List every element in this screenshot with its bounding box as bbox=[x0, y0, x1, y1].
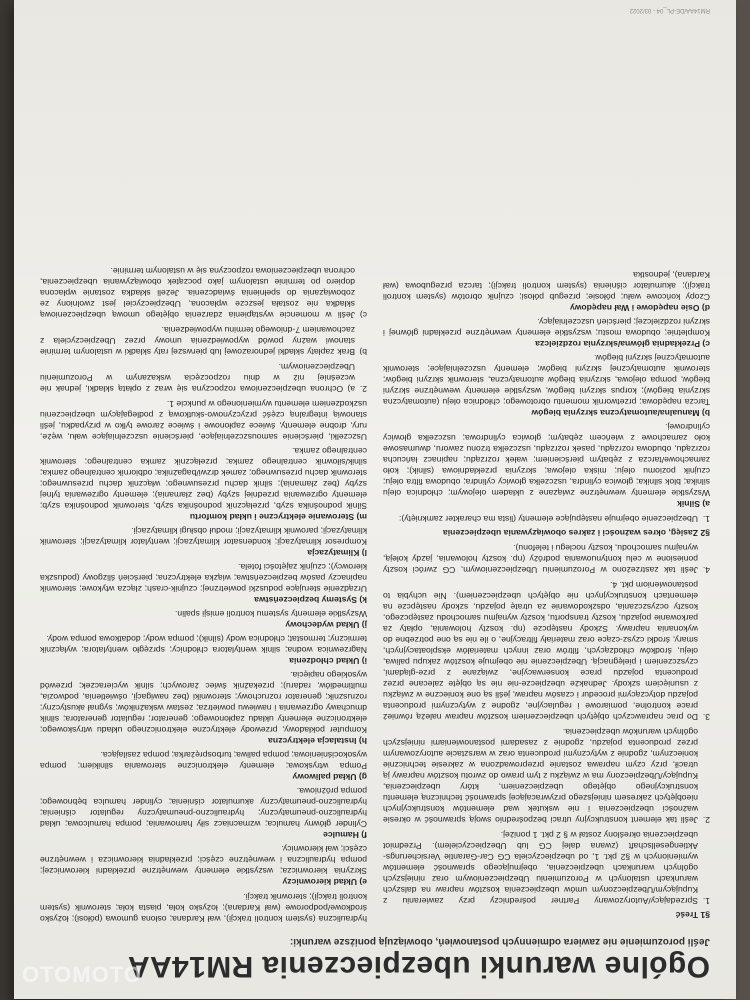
subsection-text: Nagrzewnica wodna; silnik wentylatora chłodnicy; sprzęgło wentylatora; wyłącznik termiczny; termostat; chłodnica wody (silnik); pompa wody; dodatkowa pompa wody. bbox=[40, 634, 367, 655]
footer-note: RM14AA/DE-PL_04 - 03/2022 bbox=[629, 7, 710, 13]
numbered-paragraph bbox=[383, 513, 710, 524]
paragraph-text: Jeśli w momencie wystąpienia zdarzenia objętego umową ubezpieczeniową składka nie została jeszcze wpłacona, Ubezpieczyciel jest zwolniony ze zobowiązania do spełnienia świadczenia. Jeżeli składka zostanie wpłacona dopiero po terminie ustalonym jako początek obowiązywania ubezpieczenia, ochrona ubezpieczeniowa rozpoczyna się w ustalonym terminie. bbox=[40, 266, 355, 320]
subsection-heading: g) Układ paliwowy bbox=[292, 772, 367, 782]
subsection-text: Cylinder główny hamulca; wzmacniacz siły hamowania; pompa hamulcowa; układ hydrauliczno-pneumatyczny; hydrauliczno-pneumatyczny regulator ciśnienia; hydrauliczno-pneumatyczny akumulator ciśnienia; cylinder hamulca bębnowego; pompa próżniowa. bbox=[40, 786, 367, 829]
paragraph-number: 1. bbox=[702, 514, 710, 524]
subsection-heading: l) Klimatyzacja bbox=[307, 548, 367, 558]
subsection bbox=[40, 843, 367, 887]
section-heading: §2 Zasięg, okres ważności i zakres obowiązywania ubezpieczenia bbox=[443, 528, 710, 538]
subsection-heading: e) Układ kierowniczy bbox=[282, 877, 367, 887]
watermark-text: OTOMOTO bbox=[22, 962, 142, 987]
subsection bbox=[40, 525, 367, 558]
paragraph-text: Jeśli tak element konstrukcyjny utraci bezpośrednio swoją sprawność w okresie ważności ubezpieczenia i nie wskutek wad elementów konstrukcyjnych nieobjętych zakresem niniejszego przywracającej sprawność techniczną elementu konstrukcyjnego objętego ubezpieczeniem, który ubezpieczenia, Kupujący/Ubezpieczony ma w związku z tym prawo do zwrotu kosztów naprawy ją utracił, przy czym naprawa zostanie przeprowadzona w zakresie technicznie koniecznym, zgodnie z wytycznymi producenta oraz w warsztacie autoryzowanym przez producenta pojazdu, zgodnie z zasadami postanowieniami niniejszych ogólnych warunków ubezpieczenia. bbox=[383, 727, 698, 825]
paragraph-text: Do prac naprawczych objętych ubezpieczeniem kosztów napraw należą również prace kontrolne, pomiarowe i regulacyjne, zgodne z wytycznymi producenta pojazdu dotyczącymi procedur i czasów napraw, jeśli są one konieczne w związku z usunięciem szkody. Jednakże ubezpiecze-nie nie są objęte zalecane przez producenta pojazdu prace konserwacyjne, związane z prze-glądami, czyszczeniem i pielęgnacją. Ubezpieczenie nie obejmuje kosztów zakupu paliwa, oleju, środków chłodzących, filtrów oraz innych materiałów eksploatacyjnych, smary, środki czysz-czące oraz materiały filtracyjne, o ile nie są one potrzebne do wykonania naprawy. Szkody następcze (np. koszty holowania, opłaty za parkowanie pojazdu, koszty transportu, koszty wynajmu samochodu zastępczego, koszty oczyszczania, odszkodowanie za utratę pojazdu, szkody następcze na elementach konstrukcyjnych nie objętych ubezpieczeniem). Nie uchybia to postanowieniom pkt. 4. bbox=[383, 580, 698, 722]
subsection bbox=[383, 316, 710, 349]
subsection bbox=[40, 561, 367, 605]
paragraph-number: 4. bbox=[702, 565, 710, 575]
subsection-text: Silnik podnośnika szyb, przełącznik podnośnika szyb, sterownik podnośnika szyb; elementy ogrzewania przedniej szyby (bez złamania); elementy ogrzewania tylnej szyby (bez złamania); silnik dachu przesuwnego; włącznik dachu przesuwnego; sterownik dachu przesuwnego; zamek drzwi/bagażnika; odbiornik centralnego zamka; silnik/siłownik centralnego zamka; przełącznik zamka centralnego; sterownik centralnego zamka. bbox=[40, 446, 367, 511]
section-heading: §1 Treść bbox=[675, 910, 710, 920]
numbered-paragraph bbox=[40, 324, 367, 357]
paragraph-number: 1. bbox=[702, 896, 710, 906]
subsection-heading: a) Silnik bbox=[677, 499, 710, 509]
numbered-paragraph bbox=[40, 265, 367, 320]
subsection-heading: d) Osie napędowe i Wał napędowy bbox=[569, 303, 710, 313]
paragraph-number: 2. bbox=[359, 384, 367, 394]
numbered-paragraph bbox=[383, 542, 710, 575]
subsection bbox=[40, 669, 367, 746]
subsection bbox=[383, 421, 710, 509]
document-sheet bbox=[14, 0, 736, 999]
subsection-text: Czopy końcowe wału; półosie; przegub półosi; czujnik obrotów (system kontroli trakcji); akumulator ciśnienia (system kontroli trakcji); tarcza przegubowa (wał Kardana), jednostka bbox=[383, 270, 710, 302]
subsection-heading: m) Sterowanie elektryczne i układ komfortu bbox=[189, 512, 367, 522]
paragraph: hydrauliczna (system kontroli trakcji), wał Kardana; osłona gumowa (półosi); łożysko środkowe/podporowe (wał Kardana); łożysko koła, piasta koła; sterownik (system kontroli trakcji); sterownik trakcji. bbox=[40, 892, 367, 924]
paragraph-text: Jeśli tak zastrzeżono w Porozumieniu Ubezpieczeniowym, CG zwróci koszty poniesione w celu kontynuowania podróży (np. koszty holowania, jazdy koleją, wynajmu samochodu, koszty noclegu i telefonu). bbox=[383, 543, 698, 575]
numbered-paragraph bbox=[383, 726, 710, 825]
subsection-text: Skrzynia kierownicza; wszystkie elementy wewnętrzne przekładni kierowniczej; pompa hydrauliczna i wewnętrzne części; przekładnia kierownicza i wewnętrzne części; wał kierownicy. bbox=[40, 844, 367, 876]
document-subtitle: Jeśli porozumienie nie zawiera odmiennych postanowień, obowiązują poniższe warunki: bbox=[289, 936, 710, 947]
subsection-text: Urządzenie sterujące poduszki powietrznej; czujnik-crash; złącza wtykowe; sterownik napinaczy pasów bezpieczeństwa; wiązka elektryczna; pierścień ślizgowy (poduszka kierowcy); czujnik zajętości fotela. bbox=[40, 562, 367, 594]
paragraph-number: b) bbox=[359, 347, 367, 357]
text-columns bbox=[40, 261, 710, 924]
subsection-heading: b) Manualna/automatyczna skrzynia biegów bbox=[531, 408, 710, 418]
subsection bbox=[383, 269, 710, 313]
subsection-text: Kompresor klimatyzacji; kondensator klimatyzacji; wentylator klimatyzacji; sterownik klimatyzacji; parownik klimatyzacji; moduł obsługi klimatyzacji. bbox=[40, 526, 367, 547]
subsection-heading: i) Układ chłodzenia bbox=[289, 656, 367, 666]
subsection-text: Wszystkie elementy wewnętrzne związane z układem olejowym; chłodnica oleju silnika; blok silnika; głowica cylindra, uszczelka głowicy cylindra; obudowa filtra oleju; czujnik poziomu oleju; miska olejowa; skrzynia przekładniowa (silnik); koło zamachowe/tarcza z zębatym pierścieniem; wałek rozrządu; napinacz łańcucha rozrządu, obudowa rozrządu, pasek rozrządu, uszczelka trzonu zaworu, dwumasowe koło zamachowe z wieńcem zębatym; głowica cylindrowa; uszczelka głowicy cylindrowej. bbox=[383, 422, 710, 498]
paragraph-text: Brak zapłaty składki jednorazowej lub pierwszej raty składki w ustalonym terminie stanowi ważny powód wypowiedzenia umowy przez Ubezpieczyciela z zachowaniem 7-dniowego terminu wypowiedzenia. bbox=[40, 325, 355, 357]
paragraph-number: c) bbox=[359, 310, 367, 320]
subsection bbox=[40, 633, 367, 666]
numbered-paragraph bbox=[40, 361, 367, 394]
subsection-text: Komputer pokładowy, przewody elektryczne elektronicznego układu wtryskowego; elektroniczne elementy układu zapłonowego; generator; regulator generatora; silnik dmuchawy ogrzewania i nawiewu powietrza; zestaw wskaźników; sygnał akustyczny; rozrusznik; generator rozruchowy; sterowniki (bez nawigacji, oświetlenia, podwozia, multimediów, radaru); przekaźnik świec żarowych; silnik wycieraczek; przewód wysokiego napięcia. bbox=[40, 670, 367, 735]
subsection bbox=[40, 785, 367, 840]
paragraph: Uszczelki, pierścienie samouszczelniające, pierścienie uszczelniające wału, węże, rury, drobne elementy, świece zapłonowe i świece żarowe tylko w przypadku, jeśli stanowią integralną część przyczynowo-skutkową z podlegającym ubezpieczeniu uszkodzeniem elementu wymienionego w punkcie 1. bbox=[40, 399, 367, 442]
subsection-text: Pompa wtryskowa; elementy elektroniczne sterowania silnikiem; pompa wysokociśnieniowa; pompa paliwa; turbosprężarka; pompa zasilająca. bbox=[40, 750, 367, 771]
subsection bbox=[40, 445, 367, 522]
paragraph-text: Sprzedający/Autoryzowany Partner pośredniczy przy zawieraniu z Kupującym/Ubezpieczonym umów ubezpieczenia kosztów napraw na dalszych warunkach ustalonych w Porozumieniu Ubezpieczeniowym oraz niniejszych ogólnych warunkach ubezpieczenia, obejmującego sprawność elementów wymienionych w §2 pkt. 1, od ubezpieczyciela CG Car-Garantie Versicherungs-Aktiengesellschaft (zwana dalej CG lub Ubezpieczycielem). Przedmiot ubezpieczenia określony został w § 2 pkt. 1 poniżej. bbox=[383, 830, 698, 906]
subsection-text: Tarcza napędowa; przetwornik momentu obrotowego; chłodnica oleju (automatyczna skrzynia biegów); korpus skrzyni biegów, wszystkie elementy wewnętrzne skrzyni biegów, pompa olejowa, skrzynia biegów automatyczna, sterownik skrzyni biegów; sterownik automatycznej skrzyni biegów; elementy uszczelniające; sterownik automatycznej skrzyni biegów. bbox=[383, 353, 710, 407]
numbered-paragraph bbox=[383, 829, 710, 906]
subsection-text: Kompletnie; obudowa mostu; wszystkie elementy wewnętrzne przekładni głównej i skrzyni rozdzielczej; pierścień uszczelniający. bbox=[383, 317, 710, 338]
subsection-heading: k) Systemy bezpieczeństwa bbox=[254, 595, 367, 605]
subsection-text: Wszystkie elementy systemu kontroli emisji spalin. bbox=[175, 609, 367, 619]
subsection bbox=[40, 749, 367, 782]
subsection-heading: f) Hamulce bbox=[323, 830, 367, 840]
paragraph-number: 2. bbox=[702, 815, 710, 825]
left-column bbox=[383, 261, 710, 924]
subsection bbox=[40, 608, 367, 630]
subsection-heading: j) Układ wydechowy bbox=[285, 620, 367, 630]
paragraph-number: 3. bbox=[702, 712, 710, 722]
right-column bbox=[40, 261, 367, 924]
numbered-paragraph bbox=[383, 579, 710, 722]
watermark bbox=[0, 962, 750, 992]
paragraph-text: a) Ochrona ubezpieczeniowa rozpoczyna się wraz z opłatą składki, jednak nie wcześniej niż w dniu rozpoczęcia wskazanym w Porozumieniu Ubezpieczeniowym. bbox=[40, 362, 355, 394]
paragraph-text: Ubezpieczenie obejmuje następujące elementy (lista ma charakter zamknięty): bbox=[398, 514, 698, 524]
document-title: Ogólne warunki ubezpieczenia RM14AA bbox=[127, 950, 710, 983]
subsection-heading: c) Przekładnia główna/skrzynia rozdzielcza bbox=[535, 339, 710, 349]
subsection bbox=[383, 352, 710, 418]
subsection-heading: h) Instalacja elektryczna bbox=[268, 736, 367, 746]
